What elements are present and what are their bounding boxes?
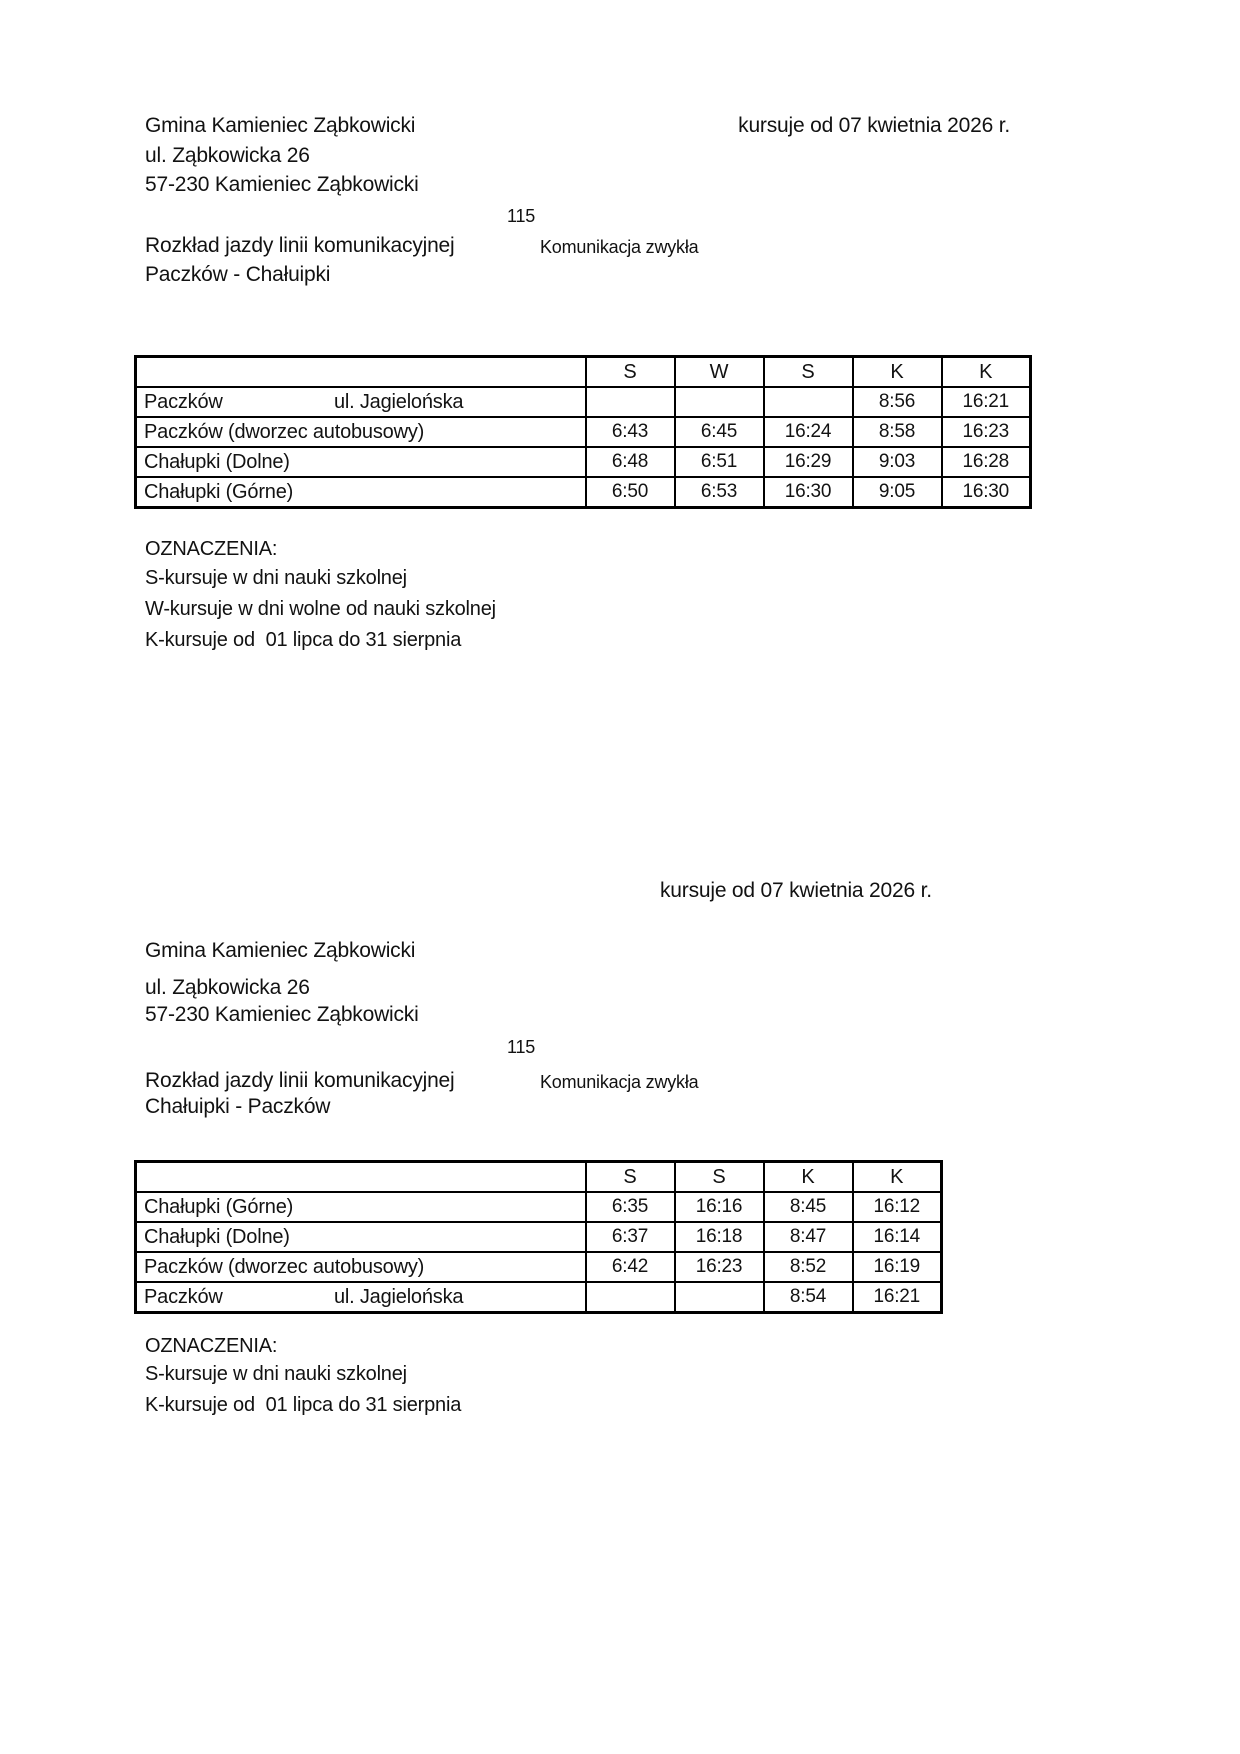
stop-name: Paczków (dworzec autobusowy) <box>144 1255 425 1278</box>
stop-name: Chałupki (Górne) <box>144 480 294 503</box>
departure-time: 6:48 <box>586 447 675 477</box>
departure-time <box>764 387 853 417</box>
departure-time: 6:42 <box>586 1252 675 1282</box>
departure-time: 16:21 <box>853 1282 942 1313</box>
agency-name: Gmina Kamieniec Ząbkowicki <box>145 939 416 962</box>
stop-row <box>136 417 1031 447</box>
departure-time: 16:21 <box>942 387 1031 417</box>
agency-street: ul. Ząbkowicka 26 <box>145 976 310 999</box>
stop-cell <box>136 417 586 447</box>
agency-city: 57-230 Kamieniec Ząbkowicki <box>145 1003 419 1026</box>
stop-row <box>136 477 1031 508</box>
schedule-title: Rozkład jazdy linii komunikacyjnej <box>145 234 455 257</box>
departure-time <box>586 387 675 417</box>
legend-list <box>145 1359 461 1421</box>
stop-detail: ul. Jagielońska <box>334 390 464 413</box>
departure-time: 16:23 <box>675 1252 764 1282</box>
stop-cell <box>136 1282 586 1313</box>
stop-cell <box>136 477 586 508</box>
stop-row <box>136 447 1031 477</box>
departure-time: 16:16 <box>675 1192 764 1222</box>
departure-time: 6:51 <box>675 447 764 477</box>
departure-time: 16:14 <box>853 1222 942 1252</box>
departure-table <box>134 355 1032 509</box>
header-row <box>136 357 1031 388</box>
day-code-header: K <box>764 1162 853 1193</box>
legend-list <box>145 563 496 656</box>
departure-time: 16:24 <box>764 417 853 447</box>
day-code-header: K <box>853 1162 942 1193</box>
day-code-header: K <box>942 357 1031 388</box>
legend-item: S-kursuje w dni nauki szkolnej <box>145 567 407 589</box>
stop-row <box>136 1222 942 1252</box>
stop-detail: ul. Jagielońska <box>334 1285 464 1308</box>
service-type: Komunikacja zwykła <box>540 1072 699 1092</box>
departure-time: 6:37 <box>586 1222 675 1252</box>
valid-from-date: kursuje od 07 kwietnia 2026 r. <box>738 114 1010 137</box>
day-code-header: S <box>675 1162 764 1193</box>
stop-row <box>136 1252 942 1282</box>
departure-time: 16:12 <box>853 1192 942 1222</box>
stop-name: Chałupki (Dolne) <box>144 450 290 473</box>
departure-time: 8:54 <box>764 1282 853 1313</box>
route-name: Chałuipki - Paczków <box>145 1095 331 1118</box>
departure-time: 6:43 <box>586 417 675 447</box>
stop-row <box>136 1282 942 1313</box>
legend-item: K-kursuje od 01 lipca do 31 sierpnia <box>145 629 462 651</box>
departure-time: 6:45 <box>675 417 764 447</box>
day-code-header: S <box>764 357 853 388</box>
stop-cell <box>136 1252 586 1282</box>
stop-column-header <box>136 357 586 388</box>
route-name: Paczków - Chałuipki <box>145 263 331 286</box>
departure-time: 8:45 <box>764 1192 853 1222</box>
departure-time: 6:53 <box>675 477 764 508</box>
line-number: 115 <box>507 1037 536 1057</box>
departure-time: 16:23 <box>942 417 1031 447</box>
departure-time: 8:58 <box>853 417 942 447</box>
legend-item: W-kursuje w dni wolne od nauki szkolnej <box>145 598 496 620</box>
legend-item: K-kursuje od 01 lipca do 31 sierpnia <box>145 1394 462 1416</box>
departure-time: 8:56 <box>853 387 942 417</box>
agency-city: 57-230 Kamieniec Ząbkowicki <box>145 173 419 196</box>
stop-cell <box>136 1222 586 1252</box>
stop-cell <box>136 387 586 417</box>
service-type: Komunikacja zwykła <box>540 237 699 257</box>
departure-time: 16:30 <box>764 477 853 508</box>
legend-title: OZNACZENIA: <box>145 1335 278 1357</box>
departure-time: 16:19 <box>853 1252 942 1282</box>
schedule-title: Rozkład jazdy linii komunikacyjnej <box>145 1069 455 1092</box>
departure-time <box>675 387 764 417</box>
departure-time: 6:50 <box>586 477 675 508</box>
agency-street: ul. Ząbkowicka 26 <box>145 144 310 167</box>
departure-time: 16:28 <box>942 447 1031 477</box>
stop-name: Chałupki (Górne) <box>144 1195 294 1218</box>
departure-time: 9:03 <box>853 447 942 477</box>
departure-time: 8:47 <box>764 1222 853 1252</box>
day-code-header: W <box>675 357 764 388</box>
stop-name: Paczków (dworzec autobusowy) <box>144 420 425 443</box>
departure-table <box>134 1160 943 1314</box>
stop-cell <box>136 447 586 477</box>
departure-time <box>675 1282 764 1313</box>
departure-time: 9:05 <box>853 477 942 508</box>
departure-time: 16:29 <box>764 447 853 477</box>
departure-time: 8:52 <box>764 1252 853 1282</box>
stop-name: Chałupki (Dolne) <box>144 1225 290 1248</box>
departure-time: 16:30 <box>942 477 1031 508</box>
stop-cell <box>136 1192 586 1222</box>
stop-name: Paczków <box>144 1285 223 1308</box>
departure-time <box>586 1282 675 1313</box>
day-code-header: K <box>853 357 942 388</box>
legend-item: S-kursuje w dni nauki szkolnej <box>145 1363 407 1385</box>
day-code-header: S <box>586 1162 675 1193</box>
stop-row <box>136 387 1031 417</box>
stop-row <box>136 1192 942 1222</box>
agency-name: Gmina Kamieniec Ząbkowicki <box>145 114 416 137</box>
day-code-header: S <box>586 357 675 388</box>
header-row <box>136 1162 942 1193</box>
line-number: 115 <box>507 206 536 226</box>
departure-time: 16:18 <box>675 1222 764 1252</box>
stop-name: Paczków <box>144 390 223 413</box>
valid-from-date: kursuje od 07 kwietnia 2026 r. <box>660 879 932 902</box>
legend-title: OZNACZENIA: <box>145 538 278 560</box>
stop-column-header <box>136 1162 586 1193</box>
departure-time: 6:35 <box>586 1192 675 1222</box>
